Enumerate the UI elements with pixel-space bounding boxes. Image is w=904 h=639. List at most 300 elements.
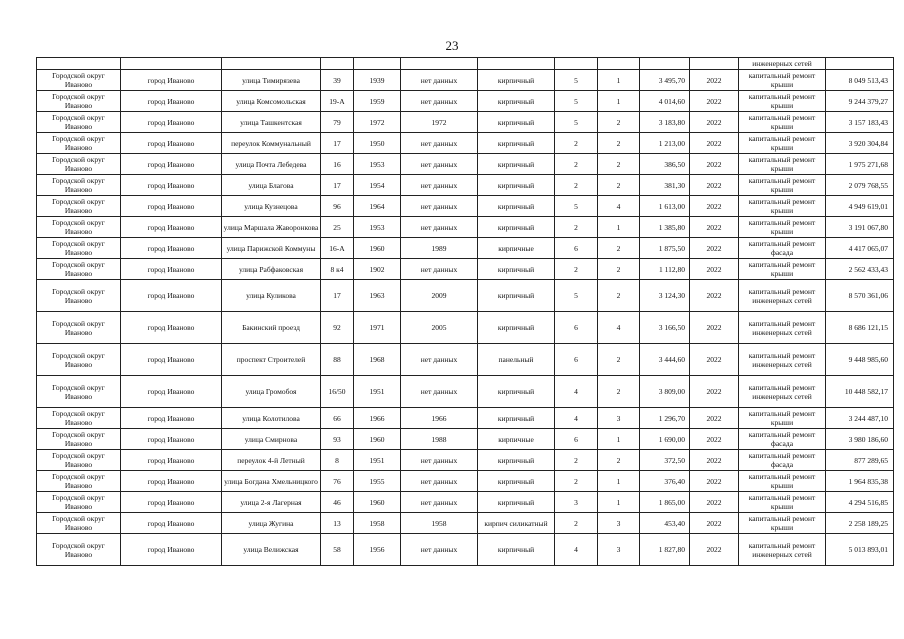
cell-wall-material: кирпичный bbox=[478, 376, 555, 408]
cell-plan-year: 2022 bbox=[690, 429, 739, 450]
cell-work-type: капитальный ремонт инженерных сетей bbox=[739, 280, 826, 312]
cell-street: улица Велижская bbox=[222, 534, 321, 566]
cell-year-overhaul: 1989 bbox=[401, 238, 478, 259]
cell-cost: 2 562 433,43 bbox=[826, 259, 894, 280]
cell-house-number: 76 bbox=[321, 471, 354, 492]
cell-area: 3 166,50 bbox=[640, 312, 690, 344]
cell-wall-material: кирпичный bbox=[478, 196, 555, 217]
cell-plan-year: 2022 bbox=[690, 175, 739, 196]
cell-floors: 4 bbox=[555, 376, 598, 408]
cell-cost: 4 949 619,01 bbox=[826, 196, 894, 217]
table-row bbox=[37, 259, 894, 280]
cell-plan-year: 2022 bbox=[690, 344, 739, 376]
cell-municipality: Городской округ Иваново bbox=[37, 429, 121, 450]
cell-area: 3 495,70 bbox=[640, 70, 690, 91]
cell-work-type: инженерных сетей bbox=[739, 58, 826, 70]
cell-work-type: капитальный ремонт крыши bbox=[739, 175, 826, 196]
table-row bbox=[37, 534, 894, 566]
cell-area: 1 296,70 bbox=[640, 408, 690, 429]
cell-floors: 5 bbox=[555, 196, 598, 217]
cell-entrances: 1 bbox=[598, 471, 640, 492]
cell-house-number: 66 bbox=[321, 408, 354, 429]
cell-house-number: 16 bbox=[321, 154, 354, 175]
cell-cost: 1 975 271,68 bbox=[826, 154, 894, 175]
cell-work-type: капитальный ремонт крыши bbox=[739, 492, 826, 513]
cell-empty bbox=[598, 58, 640, 70]
cell-empty bbox=[222, 58, 321, 70]
cell-settlement: город Иваново bbox=[121, 280, 222, 312]
cell-year-overhaul: нет данных bbox=[401, 70, 478, 91]
table-row bbox=[37, 471, 894, 492]
cell-settlement: город Иваново bbox=[121, 513, 222, 534]
cell-wall-material: кирпичный bbox=[478, 450, 555, 471]
cell-floors: 5 bbox=[555, 70, 598, 91]
cell-year-overhaul: нет данных bbox=[401, 492, 478, 513]
cell-plan-year: 2022 bbox=[690, 376, 739, 408]
cell-floors: 5 bbox=[555, 280, 598, 312]
cell-area: 1 690,00 bbox=[640, 429, 690, 450]
cell-work-type: капитальный ремонт крыши bbox=[739, 196, 826, 217]
cell-work-type: капитальный ремонт инженерных сетей bbox=[739, 344, 826, 376]
cell-year-overhaul: 2005 bbox=[401, 312, 478, 344]
table-row bbox=[37, 312, 894, 344]
cell-plan-year: 2022 bbox=[690, 513, 739, 534]
cell-year-built: 1960 bbox=[354, 492, 401, 513]
cell-year-built: 1960 bbox=[354, 238, 401, 259]
cell-house-number: 96 bbox=[321, 196, 354, 217]
cell-year-built: 1953 bbox=[354, 154, 401, 175]
cell-cost: 3 920 304,84 bbox=[826, 133, 894, 154]
cell-floors: 2 bbox=[555, 471, 598, 492]
cell-work-type: капитальный ремонт крыши bbox=[739, 154, 826, 175]
cell-wall-material: кирпичный bbox=[478, 408, 555, 429]
cell-plan-year: 2022 bbox=[690, 408, 739, 429]
cell-settlement: город Иваново bbox=[121, 91, 222, 112]
cell-work-type: капитальный ремонт крыши bbox=[739, 471, 826, 492]
cell-area: 4 014,60 bbox=[640, 91, 690, 112]
cell-year-built: 1972 bbox=[354, 112, 401, 133]
cell-municipality: Городской округ Иваново bbox=[37, 70, 121, 91]
cell-entrances: 4 bbox=[598, 312, 640, 344]
cell-wall-material: кирпич силикатный bbox=[478, 513, 555, 534]
cell-settlement: город Иваново bbox=[121, 217, 222, 238]
cell-street: улица Богдана Хмельницкого bbox=[222, 471, 321, 492]
cell-year-built: 1959 bbox=[354, 91, 401, 112]
cell-cost: 4 417 065,07 bbox=[826, 238, 894, 259]
cell-street: улица 2-я Лагерная bbox=[222, 492, 321, 513]
cell-floors: 4 bbox=[555, 408, 598, 429]
cell-year-overhaul: нет данных bbox=[401, 450, 478, 471]
cell-entrances: 2 bbox=[598, 154, 640, 175]
cell-wall-material: кирпичный bbox=[478, 70, 555, 91]
cell-year-built: 1963 bbox=[354, 280, 401, 312]
cell-street: улица Колотилова bbox=[222, 408, 321, 429]
cell-empty bbox=[555, 58, 598, 70]
cell-year-overhaul: 2009 bbox=[401, 280, 478, 312]
cell-year-overhaul: нет данных bbox=[401, 471, 478, 492]
cell-wall-material: кирпичные bbox=[478, 238, 555, 259]
cell-municipality: Городской округ Иваново bbox=[37, 312, 121, 344]
cell-work-type: капитальный ремонт фасада bbox=[739, 450, 826, 471]
cell-year-overhaul: нет данных bbox=[401, 175, 478, 196]
cell-floors: 5 bbox=[555, 91, 598, 112]
cell-floors: 2 bbox=[555, 217, 598, 238]
cell-work-type: капитальный ремонт инженерных сетей bbox=[739, 312, 826, 344]
table-row bbox=[37, 154, 894, 175]
cell-house-number: 58 bbox=[321, 534, 354, 566]
cell-entrances: 1 bbox=[598, 217, 640, 238]
cell-cost: 4 294 516,85 bbox=[826, 492, 894, 513]
cell-year-built: 1964 bbox=[354, 196, 401, 217]
cell-year-built: 1966 bbox=[354, 408, 401, 429]
cell-area: 453,40 bbox=[640, 513, 690, 534]
cell-street: улица Тимирязева bbox=[222, 70, 321, 91]
table-row bbox=[37, 280, 894, 312]
cell-cost: 8 570 361,06 bbox=[826, 280, 894, 312]
cell-wall-material: кирпичный bbox=[478, 534, 555, 566]
cell-settlement: город Иваново bbox=[121, 133, 222, 154]
table-row bbox=[37, 344, 894, 376]
cell-year-built: 1951 bbox=[354, 376, 401, 408]
table-body bbox=[37, 58, 894, 566]
cell-wall-material: кирпичный bbox=[478, 154, 555, 175]
cell-area: 1 613,00 bbox=[640, 196, 690, 217]
cell-area: 381,30 bbox=[640, 175, 690, 196]
cell-year-overhaul: нет данных bbox=[401, 259, 478, 280]
cell-floors: 6 bbox=[555, 312, 598, 344]
cell-municipality: Городской округ Иваново bbox=[37, 471, 121, 492]
cell-plan-year: 2022 bbox=[690, 492, 739, 513]
cell-work-type: капитальный ремонт фасада bbox=[739, 238, 826, 259]
cell-year-built: 1939 bbox=[354, 70, 401, 91]
cell-house-number: 88 bbox=[321, 344, 354, 376]
cell-wall-material: кирпичный bbox=[478, 492, 555, 513]
cell-wall-material: кирпичный bbox=[478, 175, 555, 196]
cell-floors: 2 bbox=[555, 513, 598, 534]
cell-municipality: Городской округ Иваново bbox=[37, 259, 121, 280]
cell-municipality: Городской округ Иваново bbox=[37, 196, 121, 217]
cell-empty bbox=[826, 58, 894, 70]
cell-municipality: Городской округ Иваново bbox=[37, 376, 121, 408]
cell-settlement: город Иваново bbox=[121, 259, 222, 280]
cell-wall-material: кирпичные bbox=[478, 429, 555, 450]
cell-area: 3 809,00 bbox=[640, 376, 690, 408]
cell-street: улица Благова bbox=[222, 175, 321, 196]
table-row bbox=[37, 112, 894, 133]
cell-plan-year: 2022 bbox=[690, 70, 739, 91]
cell-entrances: 4 bbox=[598, 196, 640, 217]
cell-wall-material: кирпичный bbox=[478, 259, 555, 280]
cell-year-overhaul: нет данных bbox=[401, 534, 478, 566]
page-number: 23 bbox=[445, 38, 459, 53]
cell-municipality: Городской округ Иваново bbox=[37, 450, 121, 471]
cell-settlement: город Иваново bbox=[121, 154, 222, 175]
cell-settlement: город Иваново bbox=[121, 112, 222, 133]
cell-street: улица Почта Лебедева bbox=[222, 154, 321, 175]
cell-wall-material: кирпичный bbox=[478, 91, 555, 112]
table-row bbox=[37, 376, 894, 408]
cell-year-overhaul: нет данных bbox=[401, 196, 478, 217]
cell-entrances: 2 bbox=[598, 112, 640, 133]
table-row bbox=[37, 196, 894, 217]
cell-empty bbox=[121, 58, 222, 70]
cell-area: 372,50 bbox=[640, 450, 690, 471]
cell-work-type: капитальный ремонт инженерных сетей bbox=[739, 376, 826, 408]
cell-settlement: город Иваново bbox=[121, 408, 222, 429]
cell-wall-material: кирпичный bbox=[478, 280, 555, 312]
cell-municipality: Городской округ Иваново bbox=[37, 492, 121, 513]
cell-year-overhaul: 1972 bbox=[401, 112, 478, 133]
cell-floors: 6 bbox=[555, 429, 598, 450]
cell-entrances: 2 bbox=[598, 344, 640, 376]
cell-entrances: 2 bbox=[598, 238, 640, 259]
cell-cost: 9 244 379,27 bbox=[826, 91, 894, 112]
cell-street: улица Кузнецова bbox=[222, 196, 321, 217]
cell-settlement: город Иваново bbox=[121, 238, 222, 259]
cell-cost: 2 258 189,25 bbox=[826, 513, 894, 534]
cell-floors: 2 bbox=[555, 259, 598, 280]
cell-settlement: город Иваново bbox=[121, 534, 222, 566]
cell-cost: 877 289,65 bbox=[826, 450, 894, 471]
cell-municipality: Городской округ Иваново bbox=[37, 280, 121, 312]
cell-house-number: 79 bbox=[321, 112, 354, 133]
cell-floors: 5 bbox=[555, 112, 598, 133]
capital-repair-table bbox=[36, 57, 894, 566]
cell-year-overhaul: нет данных bbox=[401, 133, 478, 154]
cell-area: 3 183,80 bbox=[640, 112, 690, 133]
cell-work-type: капитальный ремонт крыши bbox=[739, 112, 826, 133]
cell-settlement: город Иваново bbox=[121, 344, 222, 376]
cell-year-built: 1956 bbox=[354, 534, 401, 566]
cell-house-number: 17 bbox=[321, 175, 354, 196]
cell-cost: 3 157 183,43 bbox=[826, 112, 894, 133]
cell-municipality: Городской округ Иваново bbox=[37, 154, 121, 175]
cell-year-overhaul: нет данных bbox=[401, 217, 478, 238]
cell-house-number: 92 bbox=[321, 312, 354, 344]
table-row bbox=[37, 238, 894, 259]
cell-municipality: Городской округ Иваново bbox=[37, 534, 121, 566]
cell-floors: 3 bbox=[555, 492, 598, 513]
cell-street: улица Громобоя bbox=[222, 376, 321, 408]
table-row bbox=[37, 133, 894, 154]
cell-cost: 8 686 121,15 bbox=[826, 312, 894, 344]
cell-work-type: капитальный ремонт крыши bbox=[739, 133, 826, 154]
cell-year-overhaul: нет данных bbox=[401, 376, 478, 408]
cell-entrances: 2 bbox=[598, 259, 640, 280]
cell-street: Бакинский проезд bbox=[222, 312, 321, 344]
cell-area: 3 124,30 bbox=[640, 280, 690, 312]
cell-house-number: 16/50 bbox=[321, 376, 354, 408]
cell-cost: 3 244 487,10 bbox=[826, 408, 894, 429]
cell-house-number: 8 к4 bbox=[321, 259, 354, 280]
cell-year-overhaul: 1966 bbox=[401, 408, 478, 429]
cell-street: улица Рабфаковская bbox=[222, 259, 321, 280]
cell-house-number: 25 bbox=[321, 217, 354, 238]
cell-house-number: 39 bbox=[321, 70, 354, 91]
cell-entrances: 3 bbox=[598, 534, 640, 566]
cell-entrances: 1 bbox=[598, 492, 640, 513]
cell-plan-year: 2022 bbox=[690, 154, 739, 175]
cell-work-type: капитальный ремонт крыши bbox=[739, 513, 826, 534]
cell-settlement: город Иваново bbox=[121, 312, 222, 344]
cell-settlement: город Иваново bbox=[121, 376, 222, 408]
cell-year-overhaul: 1958 bbox=[401, 513, 478, 534]
cell-house-number: 19-А bbox=[321, 91, 354, 112]
table-row bbox=[37, 70, 894, 91]
cell-street: переулок 4-й Летный bbox=[222, 450, 321, 471]
cell-year-built: 1955 bbox=[354, 471, 401, 492]
cell-plan-year: 2022 bbox=[690, 280, 739, 312]
cell-plan-year: 2022 bbox=[690, 91, 739, 112]
table-row bbox=[37, 492, 894, 513]
cell-plan-year: 2022 bbox=[690, 259, 739, 280]
cell-wall-material: кирпичный bbox=[478, 312, 555, 344]
cell-street: улица Жугина bbox=[222, 513, 321, 534]
cell-work-type: капитальный ремонт крыши bbox=[739, 70, 826, 91]
cell-entrances: 2 bbox=[598, 175, 640, 196]
table-row bbox=[37, 408, 894, 429]
table-row bbox=[37, 91, 894, 112]
cell-house-number: 8 bbox=[321, 450, 354, 471]
cell-year-built: 1953 bbox=[354, 217, 401, 238]
table-row bbox=[37, 513, 894, 534]
cell-house-number: 13 bbox=[321, 513, 354, 534]
cell-empty bbox=[478, 58, 555, 70]
cell-street: улица Смирнова bbox=[222, 429, 321, 450]
cell-floors: 4 bbox=[555, 534, 598, 566]
cell-wall-material: кирпичный bbox=[478, 217, 555, 238]
cell-settlement: город Иваново bbox=[121, 450, 222, 471]
cell-cost: 10 448 582,17 bbox=[826, 376, 894, 408]
cell-floors: 2 bbox=[555, 133, 598, 154]
cell-entrances: 2 bbox=[598, 280, 640, 312]
cell-municipality: Городской округ Иваново bbox=[37, 175, 121, 196]
cell-street: улица Маршала Жаворонкова bbox=[222, 217, 321, 238]
cell-work-type: капитальный ремонт крыши bbox=[739, 408, 826, 429]
cell-municipality: Городской округ Иваново bbox=[37, 408, 121, 429]
cell-work-type: капитальный ремонт инженерных сетей bbox=[739, 534, 826, 566]
cell-work-type: капитальный ремонт крыши bbox=[739, 217, 826, 238]
cell-settlement: город Иваново bbox=[121, 175, 222, 196]
cell-floors: 2 bbox=[555, 154, 598, 175]
cell-plan-year: 2022 bbox=[690, 238, 739, 259]
cell-settlement: город Иваново bbox=[121, 70, 222, 91]
cell-cost: 9 448 985,60 bbox=[826, 344, 894, 376]
cell-area: 1 865,00 bbox=[640, 492, 690, 513]
cell-area: 1 827,80 bbox=[640, 534, 690, 566]
cell-area: 1 112,80 bbox=[640, 259, 690, 280]
cell-work-type: капитальный ремонт крыши bbox=[739, 259, 826, 280]
cell-empty bbox=[354, 58, 401, 70]
cell-area: 376,40 bbox=[640, 471, 690, 492]
cell-entrances: 2 bbox=[598, 450, 640, 471]
cell-cost: 3 980 186,60 bbox=[826, 429, 894, 450]
cell-street: проспект Строителей bbox=[222, 344, 321, 376]
cell-year-overhaul: нет данных bbox=[401, 344, 478, 376]
cell-area: 1 213,00 bbox=[640, 133, 690, 154]
cell-entrances: 3 bbox=[598, 513, 640, 534]
cell-year-built: 1958 bbox=[354, 513, 401, 534]
cell-house-number: 46 bbox=[321, 492, 354, 513]
cell-year-overhaul: нет данных bbox=[401, 154, 478, 175]
cell-floors: 2 bbox=[555, 175, 598, 196]
cell-municipality: Городской округ Иваново bbox=[37, 238, 121, 259]
cell-empty bbox=[690, 58, 739, 70]
cell-entrances: 1 bbox=[598, 429, 640, 450]
cell-settlement: город Иваново bbox=[121, 471, 222, 492]
cell-year-built: 1971 bbox=[354, 312, 401, 344]
table-row bbox=[37, 175, 894, 196]
cell-year-overhaul: нет данных bbox=[401, 91, 478, 112]
table-row-continuation bbox=[37, 58, 894, 70]
cell-cost: 8 049 513,43 bbox=[826, 70, 894, 91]
cell-wall-material: кирпичный bbox=[478, 112, 555, 133]
cell-plan-year: 2022 bbox=[690, 450, 739, 471]
cell-house-number: 16-А bbox=[321, 238, 354, 259]
cell-year-overhaul: 1988 bbox=[401, 429, 478, 450]
cell-municipality: Городской округ Иваново bbox=[37, 513, 121, 534]
cell-entrances: 1 bbox=[598, 70, 640, 91]
cell-empty bbox=[401, 58, 478, 70]
cell-street: улица Комсомольская bbox=[222, 91, 321, 112]
cell-empty bbox=[321, 58, 354, 70]
cell-empty bbox=[37, 58, 121, 70]
cell-house-number: 93 bbox=[321, 429, 354, 450]
cell-cost: 1 964 835,38 bbox=[826, 471, 894, 492]
cell-plan-year: 2022 bbox=[690, 217, 739, 238]
cell-plan-year: 2022 bbox=[690, 312, 739, 344]
cell-floors: 6 bbox=[555, 238, 598, 259]
cell-year-built: 1960 bbox=[354, 429, 401, 450]
cell-year-built: 1954 bbox=[354, 175, 401, 196]
cell-street: улица Куликова bbox=[222, 280, 321, 312]
cell-plan-year: 2022 bbox=[690, 133, 739, 154]
cell-settlement: город Иваново bbox=[121, 429, 222, 450]
cell-year-built: 1902 bbox=[354, 259, 401, 280]
cell-floors: 2 bbox=[555, 450, 598, 471]
cell-cost: 5 013 893,01 bbox=[826, 534, 894, 566]
cell-area: 3 444,60 bbox=[640, 344, 690, 376]
cell-work-type: капитальный ремонт крыши bbox=[739, 91, 826, 112]
cell-plan-year: 2022 bbox=[690, 534, 739, 566]
cell-plan-year: 2022 bbox=[690, 471, 739, 492]
cell-entrances: 2 bbox=[598, 376, 640, 408]
cell-cost: 2 079 768,55 bbox=[826, 175, 894, 196]
cell-house-number: 17 bbox=[321, 133, 354, 154]
cell-street: улица Ташкентская bbox=[222, 112, 321, 133]
cell-house-number: 17 bbox=[321, 280, 354, 312]
cell-year-built: 1950 bbox=[354, 133, 401, 154]
cell-settlement: город Иваново bbox=[121, 196, 222, 217]
cell-cost: 3 191 067,80 bbox=[826, 217, 894, 238]
cell-plan-year: 2022 bbox=[690, 196, 739, 217]
cell-municipality: Городской округ Иваново bbox=[37, 217, 121, 238]
cell-area: 1 385,80 bbox=[640, 217, 690, 238]
cell-municipality: Городской округ Иваново bbox=[37, 112, 121, 133]
table-row bbox=[37, 429, 894, 450]
cell-municipality: Городской округ Иваново bbox=[37, 133, 121, 154]
cell-wall-material: кирпичный bbox=[478, 471, 555, 492]
cell-year-built: 1951 bbox=[354, 450, 401, 471]
table-row bbox=[37, 217, 894, 238]
cell-entrances: 2 bbox=[598, 133, 640, 154]
cell-municipality: Городской округ Иваново bbox=[37, 91, 121, 112]
cell-work-type: капитальный ремонт фасада bbox=[739, 429, 826, 450]
cell-floors: 6 bbox=[555, 344, 598, 376]
cell-area: 386,50 bbox=[640, 154, 690, 175]
table-row bbox=[37, 450, 894, 471]
cell-settlement: город Иваново bbox=[121, 492, 222, 513]
